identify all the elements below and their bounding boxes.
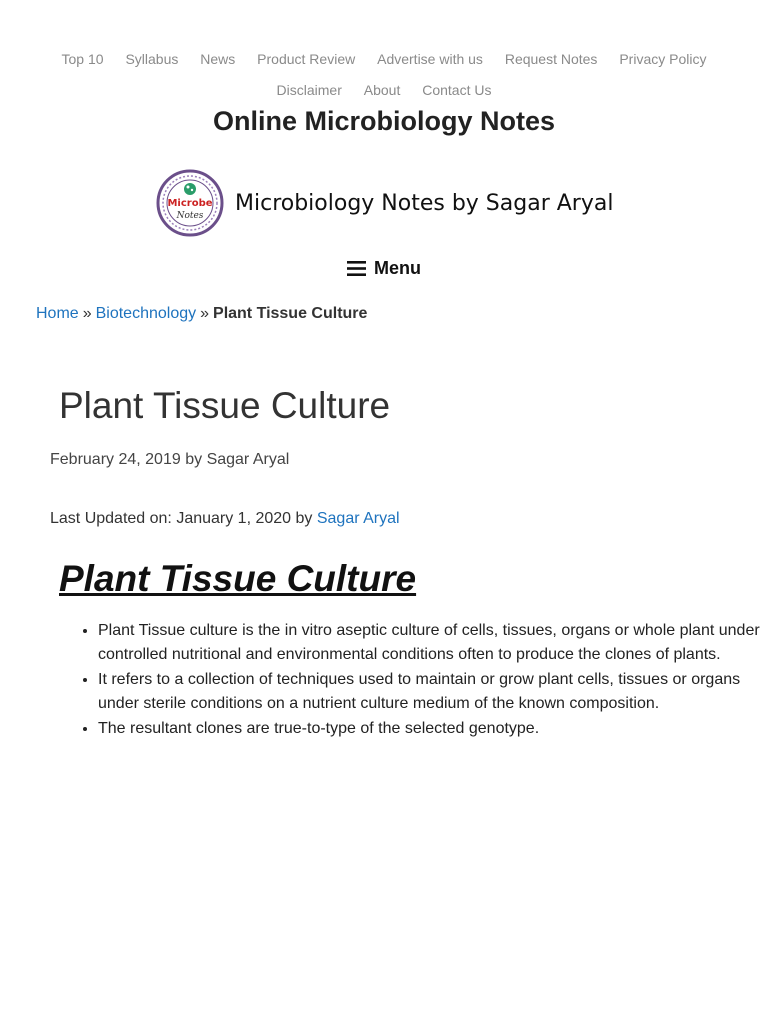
logo-text: Microbiology Notes by Sagar Aryal [235, 190, 614, 216]
post-author: Sagar Aryal [206, 451, 290, 468]
last-updated [50, 510, 400, 528]
list-item: • The resultant clones are true-to-type of the selected genotype. [98, 717, 762, 741]
last-updated-author-link[interactable]: Sagar Aryal [316, 510, 400, 527]
logo-badge-line-1: Microbe [167, 198, 213, 209]
list-item: • Plant Tissue culture is the in vitro aseptic culture of cells, tissues, organs or whole plant under controlled nutritional and environmental conditions often to produce the clones of plants. [98, 619, 762, 668]
post-meta [50, 451, 289, 469]
top-nav-row-2 [0, 75, 768, 106]
menu-label: Menu [374, 258, 421, 278]
nav-link-news[interactable]: News [200, 51, 236, 67]
content-bullet-list [60, 619, 762, 741]
top-navigation [0, 44, 768, 106]
menu-button[interactable] [0, 258, 768, 279]
breadcrumb-biotechnology[interactable]: Biotechnology [95, 305, 197, 322]
logo-badge-line-2: Notes [176, 211, 204, 221]
last-updated-label: Last Updated on: January 1, 2020 by [50, 510, 313, 527]
page-title: Plant Tissue Culture [59, 385, 391, 426]
breadcrumb-home[interactable]: Home [36, 305, 79, 322]
breadcrumb-current: Plant Tissue Culture [213, 305, 368, 322]
breadcrumb-separator: » [200, 305, 210, 322]
post-by: by [185, 451, 203, 468]
nav-link-top-10[interactable]: Top 10 [61, 51, 104, 67]
nav-link-about[interactable]: About [363, 82, 401, 98]
site-title[interactable]: Online Microbiology Notes [212, 106, 556, 136]
microbe-notes-logo-icon [155, 168, 225, 238]
nav-link-syllabus[interactable]: Syllabus [125, 51, 179, 67]
top-nav-row-1 [0, 44, 768, 75]
nav-link-privacy-policy[interactable]: Privacy Policy [619, 51, 707, 67]
nav-link-disclaimer[interactable]: Disclaimer [276, 82, 342, 98]
nav-link-advertise[interactable]: Advertise with us [377, 51, 483, 67]
list-item: • It refers to a collection of techniques used to maintain or grow plant cells, tissues or organs under sterile conditions on a nutrient culture medium of the known composition. [98, 668, 762, 717]
breadcrumb [36, 305, 367, 323]
hamburger-icon [347, 261, 366, 276]
site-logo[interactable] [155, 166, 615, 240]
nav-link-product-review[interactable]: Product Review [257, 51, 356, 67]
breadcrumb-separator: » [82, 305, 92, 322]
content-heading: Plant Tissue Culture [59, 558, 417, 599]
post-date: February 24, 2019 [50, 451, 181, 468]
nav-link-contact-us[interactable]: Contact Us [422, 82, 492, 98]
nav-link-request-notes[interactable]: Request Notes [504, 51, 598, 67]
